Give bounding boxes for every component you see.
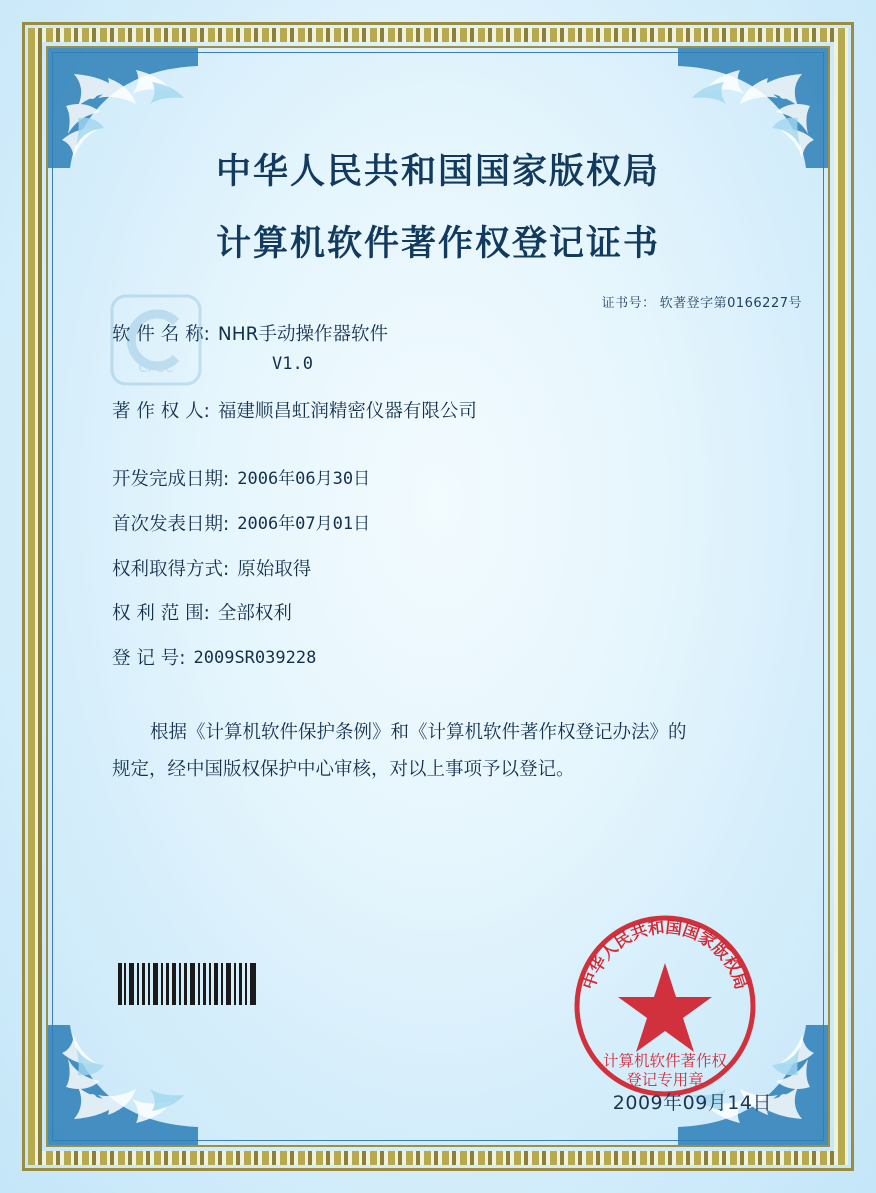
certificate-number-value: 软著登字第0166227号 xyxy=(659,296,802,311)
field-development-completion-date xyxy=(112,466,794,495)
barcode-strip xyxy=(118,963,260,1005)
field-label: 著 作 权 人: xyxy=(112,400,210,422)
field-label: 首次发表日期: xyxy=(112,514,230,536)
field-value: 全部权利 xyxy=(217,603,292,625)
field-label: 权 利 范 围: xyxy=(112,603,210,625)
field-value: 原始取得 xyxy=(237,558,312,580)
legal-statement-text-1: 根据《计算机软件保护条例》和《计算机软件著作权登记办法》的 xyxy=(150,721,687,743)
cpcc-logo-text: CPCC xyxy=(138,361,174,376)
field-label: 权利取得方式: xyxy=(112,558,230,580)
seal-inner-line-2: 登记专用章 xyxy=(626,1071,704,1089)
field-software-version: V1.0 xyxy=(272,353,313,374)
cpcc-logo-watermark xyxy=(110,294,202,386)
field-rights-acquisition-method xyxy=(112,556,794,585)
official-seal xyxy=(570,911,760,1101)
seal-ring-text: 中华人民共和国国家版权局 xyxy=(578,917,752,992)
field-value: 福建顺昌虹润精密仪器有限公司 xyxy=(217,400,477,422)
field-value: 2006年07月01日 xyxy=(237,514,371,535)
legal-statement-line-2: 规定，经中国版权保护中心审核，对以上事项予以登记。 xyxy=(112,758,575,780)
field-label: 开发完成日期: xyxy=(112,469,230,491)
field-rights-scope xyxy=(112,600,794,629)
field-registration-number xyxy=(112,645,794,674)
field-label: 软 件 名 称: xyxy=(112,324,210,345)
field-value: 2009SR039228 xyxy=(193,648,317,669)
issue-date: 2009年09月14日 xyxy=(612,1092,772,1114)
legal-statement xyxy=(62,714,814,788)
field-label: 登 记 号: xyxy=(112,648,186,670)
certificate-number-label: 证书号： xyxy=(601,296,656,311)
field-value: NHR手动操作器软件 xyxy=(217,324,388,345)
page-title-issuer: 中华人民共和国国家版权局 xyxy=(215,151,660,192)
field-copyright-owner xyxy=(112,398,794,427)
field-software-name xyxy=(112,321,794,350)
page-title-certificate: 计算机软件著作权登记证书 xyxy=(215,223,660,264)
field-value: 2006年06月30日 xyxy=(237,469,371,490)
field-first-publication-date xyxy=(112,511,794,540)
seal-inner-line-1: 计算机软件著作权 xyxy=(602,1052,728,1070)
legal-statement-line-1 xyxy=(112,714,786,751)
